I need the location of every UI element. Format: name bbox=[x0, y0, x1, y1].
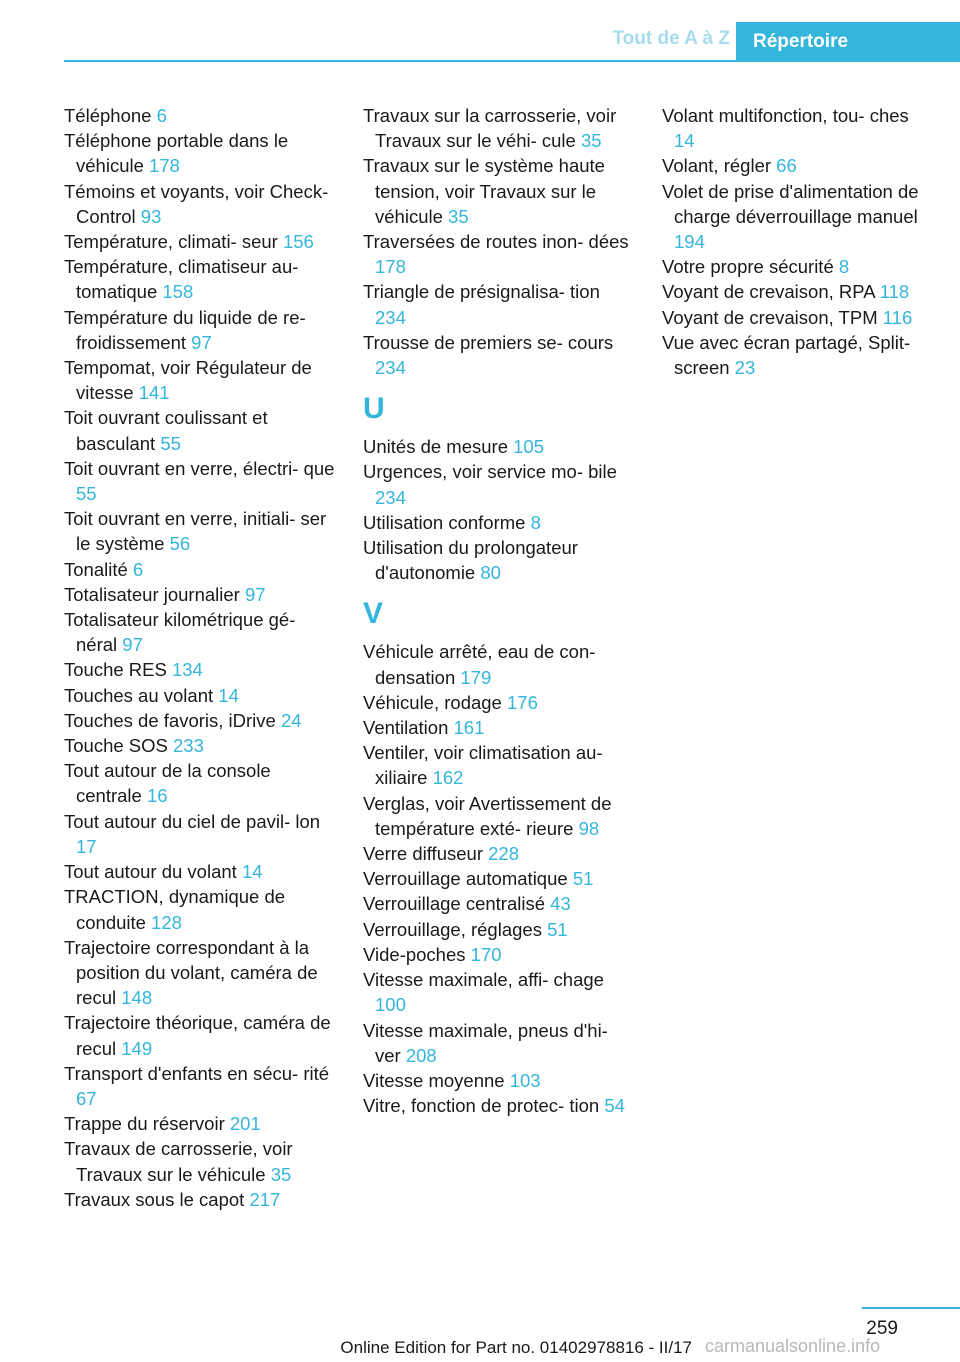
index-entry bbox=[64, 128, 336, 178]
index-entry-term: Téléphone bbox=[64, 105, 152, 126]
index-entry bbox=[64, 708, 336, 733]
index-entry-term: Ventiler, voir climatisation au- xiliaire bbox=[363, 742, 603, 789]
index-entry-term: Trajectoire théorique, caméra de recul bbox=[64, 1012, 331, 1059]
index-page-link[interactable]: 208 bbox=[405, 1044, 437, 1066]
index-entry-term: Travaux sur le système haute tension, voir Travaux sur le véhicule bbox=[363, 155, 605, 227]
index-entry bbox=[64, 935, 336, 1011]
index-entry-term: Trappe du réservoir bbox=[64, 1113, 225, 1135]
index-page-link[interactable]: 8 bbox=[530, 511, 541, 533]
index-entry-term: Verre diffuseur bbox=[363, 843, 483, 865]
index-page-link[interactable]: 14 bbox=[218, 684, 239, 706]
index-page-link[interactable]: 178 bbox=[375, 256, 406, 278]
index-entry bbox=[64, 305, 336, 355]
index-page-link[interactable]: 162 bbox=[432, 767, 464, 789]
index-entry-term: Toit ouvrant en verre, initiali- ser le système bbox=[64, 508, 327, 555]
index-entry-term: Utilisation conforme bbox=[363, 511, 526, 533]
index-entry bbox=[363, 434, 635, 459]
index-entry bbox=[64, 884, 336, 934]
index-page-link[interactable]: 194 bbox=[674, 231, 705, 253]
index-entry-term: Touches au volant bbox=[64, 684, 214, 706]
index-page-link[interactable]: 97 bbox=[244, 583, 266, 605]
index-entry bbox=[363, 942, 635, 967]
index-entry-term: Verrouillage centralisé bbox=[363, 893, 546, 915]
index-page-link[interactable]: 161 bbox=[453, 717, 485, 739]
index-entry bbox=[64, 179, 336, 229]
index-page-link[interactable]: 16 bbox=[146, 785, 168, 807]
index-entry-term: Volet de prise d'alimentation de charge déverrouillage manuel bbox=[662, 180, 919, 227]
watermark: carmanualsonline.info bbox=[705, 1336, 881, 1356]
index-entry bbox=[363, 510, 635, 535]
index-entry bbox=[64, 405, 336, 455]
index-entry-term: Vide-poches bbox=[363, 943, 466, 965]
index-page-link[interactable]: 201 bbox=[229, 1113, 261, 1135]
index-entry-term: Tout autour de la console centrale bbox=[64, 760, 271, 807]
index-entry bbox=[64, 657, 336, 682]
index-page-link[interactable]: 128 bbox=[151, 911, 182, 933]
index-entry bbox=[662, 254, 934, 279]
index-entry bbox=[363, 791, 635, 841]
index-entry-term: Température, climati- seur bbox=[64, 231, 278, 253]
index-entry-term: Trajectoire correspondant à la position du volant, caméra de recul bbox=[64, 936, 318, 1009]
index-page-link[interactable]: 149 bbox=[121, 1037, 153, 1059]
index-entry-term: Touches de favoris, iDrive bbox=[64, 709, 276, 731]
index-page-link[interactable]: 100 bbox=[375, 994, 406, 1016]
index-entry-term: Température, climatiseur au- tomatique bbox=[64, 256, 299, 303]
index-page-link[interactable]: 233 bbox=[173, 735, 204, 757]
index-entry-term: Voyant de crevaison, TPM bbox=[662, 306, 878, 328]
index-entry-term: Travaux sous le capot bbox=[64, 1188, 245, 1210]
index-entry-term: Ventilation bbox=[363, 717, 449, 739]
index-entry bbox=[64, 809, 336, 859]
index-entry-term: Travaux de carrosserie, voir Travaux sur le véhicule bbox=[64, 1138, 293, 1185]
index-entry bbox=[363, 103, 635, 153]
index-entry-term: Toit ouvrant coulissant et basculant bbox=[64, 407, 268, 454]
index-page-link[interactable]: 6 bbox=[156, 105, 167, 126]
footer-divider bbox=[862, 1307, 960, 1309]
index-page-link[interactable]: 178 bbox=[149, 155, 180, 177]
index-entry-term: Urgences, voir service mo- bile bbox=[363, 461, 617, 483]
index-entry bbox=[363, 153, 635, 229]
index-page-link[interactable]: 8 bbox=[838, 256, 850, 278]
index-entry-term: Véhicule arrêté, eau de con- densation bbox=[363, 641, 596, 688]
index-entry-term: Volant, régler bbox=[662, 155, 772, 177]
index-entry bbox=[363, 229, 635, 279]
chapter-tab-repertoire[interactable]: Répertoire bbox=[736, 22, 960, 60]
index-entry bbox=[363, 1093, 635, 1118]
index-entry bbox=[662, 330, 934, 380]
index-page-link[interactable]: 158 bbox=[162, 281, 194, 303]
index-page-link[interactable]: 217 bbox=[249, 1188, 281, 1210]
edition-note: Online Edition for Part no. 01402978816 - II/17 bbox=[340, 1338, 692, 1357]
index-page-link[interactable]: 54 bbox=[604, 1095, 625, 1117]
index-entry bbox=[363, 866, 635, 891]
index-entry bbox=[64, 683, 336, 708]
index-entry-term: Votre propre sécurité bbox=[662, 256, 834, 278]
index-entry bbox=[64, 733, 336, 758]
index-entry bbox=[64, 1111, 336, 1136]
index-page-link[interactable]: 97 bbox=[122, 634, 143, 656]
index-page-link[interactable]: 17 bbox=[76, 835, 97, 857]
index-entry bbox=[64, 1010, 336, 1060]
index-entry-term: Véhicule, rodage bbox=[363, 691, 502, 713]
index-entry bbox=[64, 557, 336, 582]
index-page-link[interactable]: 176 bbox=[507, 691, 538, 713]
index-page-link[interactable]: 148 bbox=[121, 987, 153, 1009]
index-entry-term: Verrouillage, réglages bbox=[363, 918, 542, 940]
index-entry-term: Température du liquide de re- froidissement bbox=[64, 306, 306, 353]
page-number: 259 bbox=[866, 1318, 898, 1339]
index-entry-term: Touche SOS bbox=[64, 735, 168, 757]
index-entry bbox=[64, 229, 336, 254]
index-page-link[interactable]: 93 bbox=[140, 205, 162, 227]
index-page-link[interactable]: 51 bbox=[547, 918, 568, 940]
index-entry-term: Toit ouvrant en verre, électri- que bbox=[64, 457, 335, 479]
index-entry bbox=[363, 1068, 635, 1093]
index-page-link[interactable]: 6 bbox=[132, 558, 144, 580]
index-page-link[interactable]: 35 bbox=[448, 205, 469, 227]
header-divider bbox=[64, 60, 960, 62]
index-entry-term: Vitesse maximale, pneus d'hi- ver bbox=[363, 1019, 608, 1066]
index-page-link[interactable]: 67 bbox=[76, 1087, 97, 1109]
index-page-link[interactable]: 134 bbox=[171, 659, 203, 681]
index-entry-term: Vitesse moyenne bbox=[363, 1069, 505, 1091]
index-entry-term: TRACTION, dynamique de conduite bbox=[64, 886, 286, 933]
index-entry bbox=[363, 330, 635, 380]
index-entry bbox=[64, 1136, 336, 1186]
index-page-link[interactable]: 55 bbox=[76, 483, 97, 505]
index-entry bbox=[662, 305, 934, 330]
index-page-link[interactable]: 35 bbox=[580, 130, 602, 152]
index-page-link[interactable]: 80 bbox=[480, 562, 501, 584]
index-page-link[interactable]: 116 bbox=[882, 306, 913, 328]
index-page-link[interactable]: 228 bbox=[488, 843, 519, 865]
index-entry bbox=[64, 355, 336, 405]
page-header bbox=[0, 0, 960, 62]
index-page-link[interactable]: 35 bbox=[270, 1163, 292, 1185]
index-letter-heading: U bbox=[363, 392, 385, 426]
index-entry bbox=[363, 917, 635, 942]
index-entry-term: Triangle de présignalisa- tion bbox=[363, 281, 600, 303]
index-entry bbox=[64, 758, 336, 808]
index-page-link[interactable]: 14 bbox=[241, 861, 263, 883]
index-page-link[interactable]: 23 bbox=[734, 357, 756, 379]
index-entry-term: Totalisateur journalier bbox=[64, 583, 240, 605]
index-page-link[interactable]: 141 bbox=[138, 382, 170, 404]
index-entry-term: Vitre, fonction de protec- tion bbox=[363, 1095, 600, 1117]
index-page-link[interactable]: 55 bbox=[160, 432, 181, 454]
section-tab-tout-de-a-a-z[interactable]: Tout de A à Z bbox=[612, 28, 730, 49]
index-page-link[interactable]: 56 bbox=[169, 533, 191, 555]
index-page-link[interactable]: 179 bbox=[460, 666, 492, 688]
index-page-link[interactable]: 66 bbox=[776, 155, 797, 177]
index-page-link[interactable]: 97 bbox=[191, 331, 212, 353]
index-entry bbox=[64, 103, 336, 128]
index-entry-term: Verglas, voir Avertissement de température exté- rieure bbox=[363, 792, 612, 839]
index-page-link[interactable]: 43 bbox=[550, 893, 571, 915]
index-entry-term: Tonalité bbox=[64, 558, 128, 580]
index-entry-term: Voyant de crevaison, RPA bbox=[662, 281, 875, 303]
index-entry bbox=[64, 859, 336, 884]
index-entry bbox=[363, 715, 635, 740]
index-entry bbox=[64, 254, 336, 304]
index-entry-term: Tempomat, voir Régulateur de vitesse bbox=[64, 357, 312, 404]
index-page-link[interactable]: 118 bbox=[879, 281, 910, 303]
index-page-link[interactable]: 234 bbox=[375, 486, 406, 508]
index-page-link[interactable]: 51 bbox=[572, 868, 594, 890]
index-entry bbox=[64, 582, 336, 607]
index-entry bbox=[363, 690, 635, 715]
index-entry bbox=[363, 891, 635, 916]
index-page-link[interactable]: 24 bbox=[280, 709, 302, 731]
index-column-3 bbox=[662, 103, 934, 380]
index-page-link[interactable]: 156 bbox=[282, 231, 314, 253]
index-entry-term: Touche RES bbox=[64, 659, 167, 681]
index-entry bbox=[363, 1018, 635, 1068]
index-entry bbox=[363, 841, 635, 866]
index-entry bbox=[662, 179, 934, 255]
index-page-link[interactable]: 234 bbox=[375, 357, 406, 379]
index-column-1 bbox=[64, 103, 336, 1212]
index-entry-term: Tout autour du ciel de pavil- lon bbox=[64, 810, 321, 832]
index-entry bbox=[363, 279, 635, 329]
index-entry bbox=[64, 607, 336, 657]
index-entry bbox=[363, 535, 635, 585]
index-entry-term: Témoins et voyants, voir Check-Control bbox=[64, 180, 329, 227]
index-letter-heading: V bbox=[363, 597, 384, 631]
index-entry bbox=[363, 740, 635, 790]
index-page-link[interactable]: 170 bbox=[470, 943, 502, 965]
index-page-link[interactable]: 14 bbox=[674, 130, 695, 152]
index-entry bbox=[363, 459, 635, 509]
index-entry-term: Volant multifonction, tou- ches bbox=[662, 105, 909, 126]
index-entry-term: Unités de mesure bbox=[363, 436, 508, 458]
index-entry-term: Verrouillage automatique bbox=[363, 868, 568, 890]
index-page-link[interactable]: 103 bbox=[509, 1069, 541, 1091]
index-entry-term: Travaux sur la carrosserie, voir Travaux sur le véhi- cule bbox=[363, 105, 617, 152]
index-entry bbox=[363, 639, 635, 689]
index-entry bbox=[662, 103, 934, 153]
index-entry-term: Téléphone portable dans le véhicule bbox=[64, 130, 289, 177]
index-entry bbox=[64, 506, 336, 556]
index-entry-term: Vitesse maximale, affi- chage bbox=[363, 969, 604, 991]
index-entry bbox=[662, 153, 934, 178]
index-entry-term: Tout autour du volant bbox=[64, 861, 237, 883]
index-page-link[interactable]: 234 bbox=[375, 306, 406, 328]
index-entry-term: Totalisateur kilométrique gé- néral bbox=[64, 609, 296, 656]
index-column-2 bbox=[363, 103, 635, 1118]
index-entry bbox=[64, 1061, 336, 1111]
index-entry-term: Trousse de premiers se- cours bbox=[363, 331, 614, 353]
index-entry-term: Vue avec écran partagé, Split- screen bbox=[662, 331, 911, 379]
index-entry bbox=[363, 967, 635, 1017]
index-entry-term: Traversées de routes inon- dées bbox=[363, 231, 629, 253]
index-entry-term: Transport d'enfants en sécu- rité bbox=[64, 1062, 330, 1084]
index-page-link[interactable]: 98 bbox=[578, 817, 600, 839]
index-page-link[interactable]: 105 bbox=[513, 436, 544, 458]
index-entry-term: Utilisation du prolongateur d'autonomie bbox=[363, 537, 578, 584]
index-entry bbox=[64, 1187, 336, 1212]
index-entry bbox=[64, 456, 336, 506]
index-entry bbox=[662, 279, 934, 304]
